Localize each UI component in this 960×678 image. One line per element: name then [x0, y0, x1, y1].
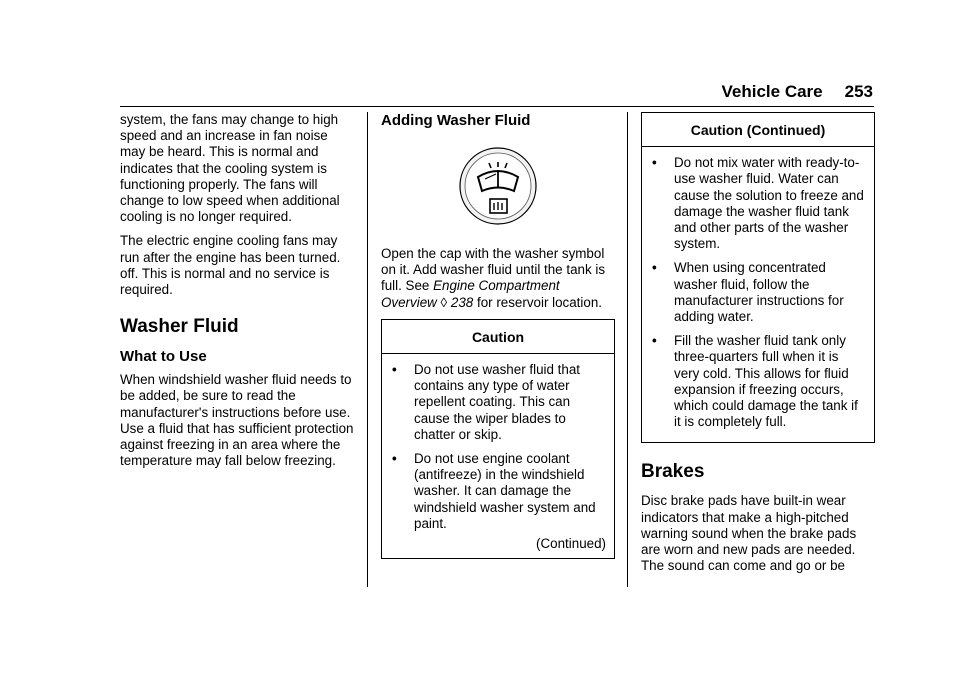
- bullet-icon: •: [392, 451, 397, 467]
- engine-compartment-link[interactable]: Engine Compartment Overview: [381, 278, 560, 310]
- subheading-adding-washer-fluid: Adding Washer Fluid: [381, 112, 531, 129]
- caution-continued-body: [642, 147, 874, 442]
- page-ref-icon: ◊: [440, 294, 448, 310]
- bullet-icon: •: [392, 362, 397, 378]
- caution-box: [381, 319, 615, 559]
- page-number: 253: [844, 82, 873, 101]
- bullet-icon: •: [652, 260, 657, 276]
- caution-continued-title: Caution (Continued): [642, 113, 874, 147]
- column-2: [381, 112, 615, 559]
- caution-body: [382, 354, 614, 558]
- electric-fans-paragraph: The electric engine cooling fans may run after the engine has been turned. off. This is normal and no service is required.: [120, 233, 341, 298]
- caution-bullet: • When using concentrated washer fluid, follow the manufacturer instructions for adding water.: [652, 260, 844, 325]
- brakes-paragraph: Disc brake pads have built-in wear indicators that make a high-pitched warning sound when the brake pads are worn and new pads are needed. The sound can come and go or be: [641, 493, 857, 574]
- bullet-icon: •: [652, 155, 657, 171]
- page-header: [722, 82, 874, 102]
- column-divider-1: [367, 112, 368, 587]
- caution-bullet: • Do not use washer fluid that contains any type of water repellent coating. This can cause the wiper blades to chatter or skip.: [392, 362, 580, 442]
- adding-fluid-paragraph: Open the cap with the washer symbol on it. Add washer fluid until the tank is full. See Engine Compartment Overview ◊ 238 for reservoir location.: [381, 246, 606, 310]
- column-3: [641, 112, 875, 582]
- continued-label: (Continued): [536, 536, 606, 552]
- bullet-icon: •: [652, 333, 657, 349]
- section-heading-brakes: Brakes: [641, 461, 705, 483]
- caution-continued-box: [641, 112, 875, 443]
- washer-icon-container: [381, 146, 615, 228]
- section-heading-washer-fluid: Washer Fluid: [120, 316, 239, 338]
- header-title: Vehicle Care: [721, 82, 823, 101]
- washer-fluid-symbol-icon: [456, 146, 540, 226]
- caution-bullet: • Fill the washer fluid tank only three-quarters full when it is very cold. This allows for fluid expansion if freezing occurs, which could damage the tank if it is completely full.: [652, 333, 858, 430]
- column-1: [120, 112, 354, 477]
- cooling-fans-paragraph: system, the fans may change to high speed and an increase in fan noise may be heard. This is normal and indicates that the cooling system is functioning properly. The fans will change to low speed when additional cooling is no longer required.: [120, 112, 340, 225]
- caution-title: Caution: [382, 320, 614, 354]
- what-to-use-paragraph: When windshield washer fluid needs to be added, be sure to read the manufacturer's instructions before use. Use a fluid that has sufficient protection against freezing in an area where the temperature may fall below freezing.: [120, 372, 354, 469]
- caution-bullet: • Do not use engine coolant (antifreeze) in the windshield washer. It can damage the windshield washer system and paint.: [392, 451, 596, 531]
- page-ref-number[interactable]: 238: [450, 294, 474, 310]
- subheading-what-to-use: What to Use: [120, 348, 207, 366]
- column-divider-2: [627, 112, 628, 587]
- caution-bullet: • Do not mix water with ready-to-use washer fluid. Water can cause the solution to freeze and damage the washer fluid tank and other parts of the washer system.: [652, 155, 864, 252]
- header-rule: [120, 106, 874, 107]
